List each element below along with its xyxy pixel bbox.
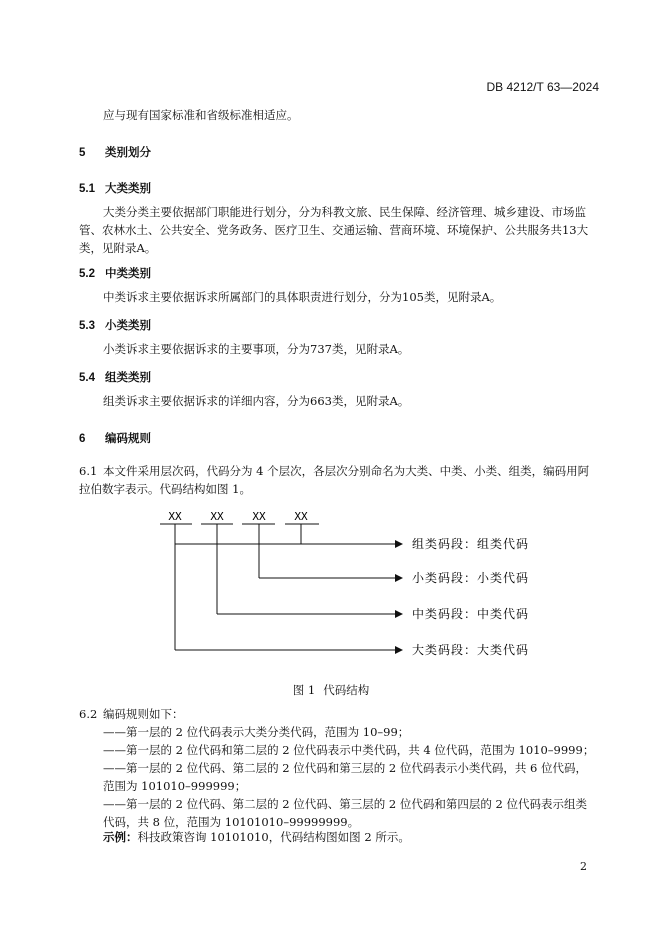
rule-3-text: ——第一层的 2 位代码、第二层的 2 位代码和第三层的 2 位代码表示小类代码，共 6 位代码，范围为 101010–999999； xyxy=(103,761,588,793)
figure-title: 代码结构 xyxy=(323,683,370,697)
section-5-3-number: 5.3 xyxy=(79,320,95,332)
rule-3 xyxy=(103,759,598,795)
section-5-1-title: 大类类别 xyxy=(105,183,151,195)
page-number: 2 xyxy=(580,860,587,873)
example-label: 示例： xyxy=(103,832,138,844)
connector-lines xyxy=(175,524,395,650)
section-5-heading xyxy=(79,144,151,160)
rule-4-text: ——第一层的 2 位代码、第二层的 2 位代码、第三层的 2 位代码和第四层的 2 位代码表示组类代码，共 8 位，范围为 10101010–99999999。 xyxy=(103,797,588,829)
arrowhead-3 xyxy=(395,610,403,618)
section-5-3-heading xyxy=(79,317,151,333)
section-5-title: 类别划分 xyxy=(105,147,151,159)
rule-4 xyxy=(103,795,598,831)
segment-3-label: XX xyxy=(252,510,266,523)
section-5-1-heading xyxy=(79,180,151,196)
section-6-2-intro xyxy=(79,705,184,723)
figure-caption xyxy=(0,682,662,698)
group-segment-label: 组类码段：组类代码 xyxy=(412,537,530,551)
section-6-1-text: 本文件采用层次码，代码分为 4 个层次，各层次分别命名为大类、中类、小类、组类，编码用阿拉伯数字表示。代码结构如图 1。 xyxy=(79,464,590,496)
section-5-3-text: 小类诉求主要依据诉求的主要事项，分为737类，见附录A。 xyxy=(103,342,410,356)
arrowhead-2 xyxy=(395,574,403,582)
rule-1: ——第一层的 2 位代码表示大类分类代码，范围为 10–99； xyxy=(103,725,410,739)
medium-segment-label: 中类码段：中类代码 xyxy=(412,607,530,621)
arrowhead-4 xyxy=(395,646,403,654)
figure-number: 图 1 xyxy=(292,683,316,697)
section-5-2-heading xyxy=(79,265,151,281)
small-segment-label: 小类码段：小类代码 xyxy=(412,571,530,585)
segment-2-label: XX xyxy=(210,510,224,523)
section-5-number: 5 xyxy=(79,147,86,159)
section-5-1-number: 5.1 xyxy=(79,183,95,195)
section-6-heading xyxy=(79,430,151,446)
example-text: 科技政策咨询 10101010，代码结构图如图 2 所示。 xyxy=(137,830,410,844)
segment-4-label: XX xyxy=(294,510,308,523)
section-6-number: 6 xyxy=(79,433,86,445)
section-5-2-number: 5.2 xyxy=(79,268,95,280)
section-5-4-number: 5.4 xyxy=(79,372,95,384)
segment-1-label: XX xyxy=(168,510,182,523)
rule-2: ——第一层的 2 位代码和第二层的 2 位代码表示中类代码，共 4 位代码，范围为 1010–9999； xyxy=(103,743,595,757)
section-6-1-paragraph xyxy=(79,462,599,498)
section-6-title: 编码规则 xyxy=(105,433,151,445)
section-5-2-title: 中类类别 xyxy=(105,268,151,280)
intro-tail: 应与现有国家标准和省级标准相适应。 xyxy=(103,108,299,122)
section-5-2-text: 中类诉求主要依据诉求所属部门的具体职责进行划分，分为105类，见附录A。 xyxy=(103,290,502,304)
example-line xyxy=(103,828,410,847)
section-5-4-title: 组类类别 xyxy=(105,372,151,384)
section-5-4-heading xyxy=(79,369,151,385)
section-6-2-intro-text: 编码规则如下： xyxy=(103,707,184,721)
code-structure-diagram xyxy=(0,500,662,670)
large-segment-label: 大类码段：大类代码 xyxy=(412,643,530,657)
section-6-1-number: 6.1 xyxy=(79,464,98,478)
section-5-1-text: 大类分类主要依据部门职能进行划分，分为科教文旅、民生保障、经济管理、城乡建设、市场监管、农林水土、公共安全、党务政务、医疗卫生、交通运输、营商环境、环境保护、公共服务共13大类，见附录A。 xyxy=(79,205,589,255)
document-id: DB 4212/T 63—2024 xyxy=(486,80,599,94)
section-5-4-text: 组类诉求主要依据诉求的详细内容，分为663类，见附录A。 xyxy=(103,394,410,408)
arrowhead-1 xyxy=(395,540,403,548)
section-6-2-number: 6.2 xyxy=(79,707,98,721)
section-5-3-title: 小类类别 xyxy=(105,320,151,332)
arrowheads xyxy=(395,540,403,654)
